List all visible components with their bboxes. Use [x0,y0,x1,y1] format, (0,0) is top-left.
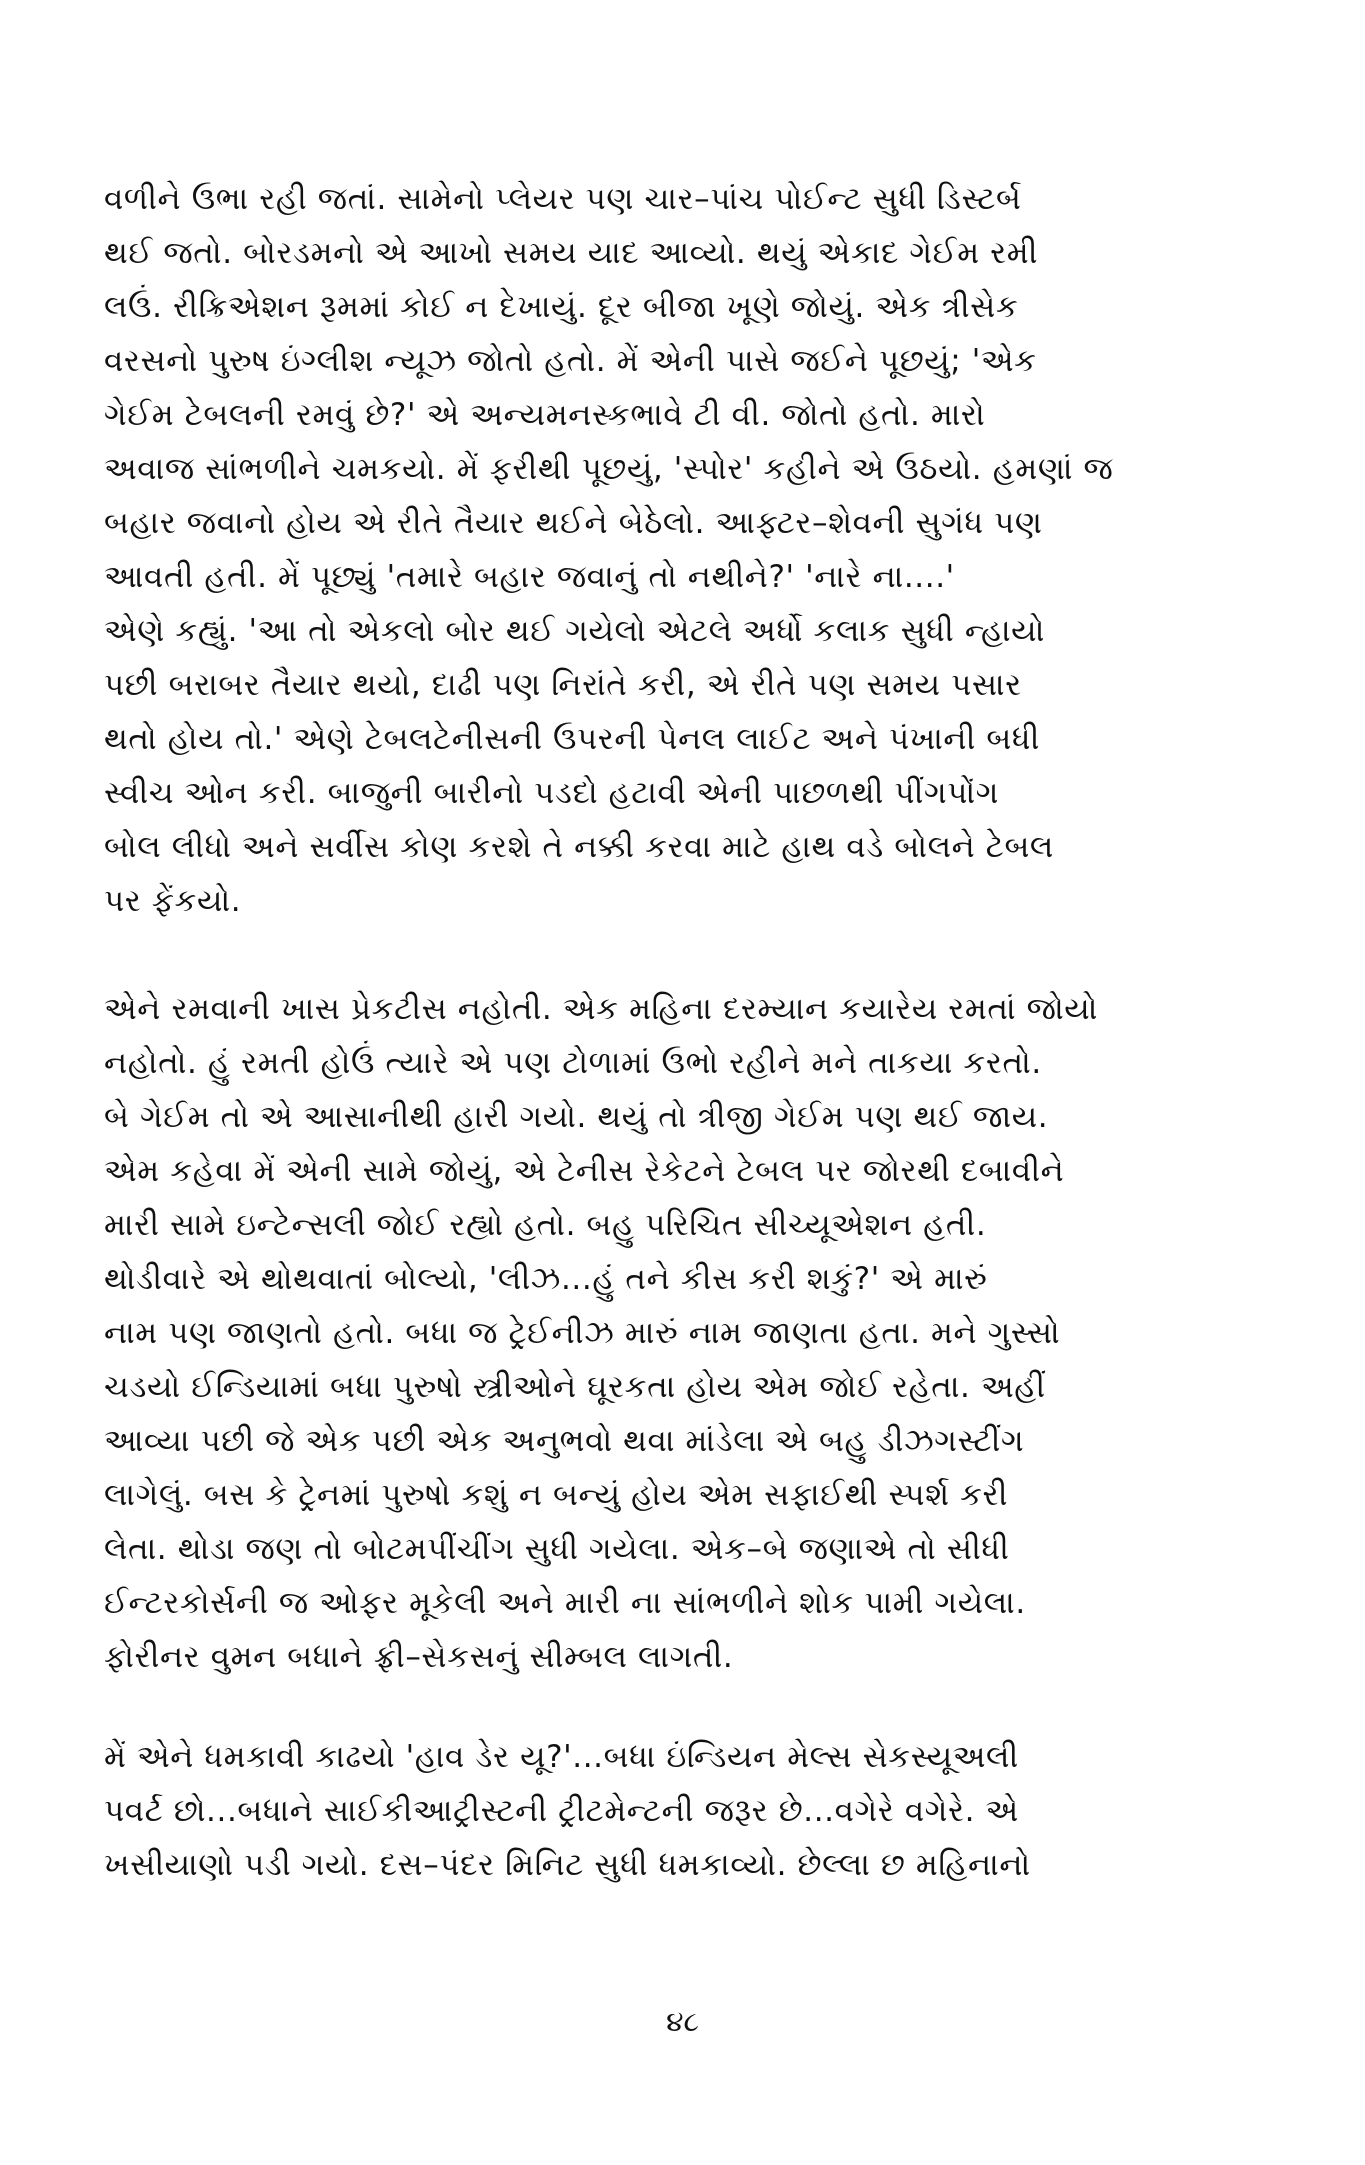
text-line: નામ પણ જાણતો હતો. બધા જ ટ્રેઈનીઝ મારું નામ જાણતા હતા. મને ગુસ્સો [104,1315,1061,1351]
text-line: વળીને ઉભા રહી જતાં. સામેનો પ્લેયર પણ ચાર–પાંચ પોઈન્ટ સુધી ડિસ્ટર્બ [104,181,1022,217]
text-line: પર ફેંકયો. [104,883,242,919]
text-line: લેતા. થોડા જણ તો બોટમપીંચીંગ સુધી ગયેલા. એક–બે જણાએ તો સીધી [104,1531,1010,1567]
text-line: આવ્યા પછી જે એક પછી એક અનુભવો થવા માંડેલા એ બહુ ડીઝગસ્ટીંગ [104,1423,1025,1459]
text-line: પછી બરાબર તૈયાર થયો, દાઢી પણ નિરાંતે કરી, એ રીતે પણ સમય પસાર [104,667,1022,703]
text-line: ફોરીનર વુમન બધાને ફ્રી–સેકસનું સીમ્બલ લાગતી. [104,1639,734,1675]
page-body [104,172,1254,1892]
text-line: આવતી હતી. મેં પૂછ્યું 'તમારે બહાર જવાનું તો નથીને?' 'નારે ના....' [104,559,955,595]
text-line: એને રમવાની ખાસ પ્રેકટીસ નહોતી. એક મહિના દરમ્યાન કયારેય રમતાં જોયો [104,991,1099,1027]
text-line: બે ગેઈમ તો એ આસાનીથી હારી ગયો. થયું તો ત્રીજી ગેઈમ પણ થઈ જાય. [104,1099,1049,1135]
text-line: લાગેલું. બસ કે ટ્રેનમાં પુરુષો કશું ન બન્યું હોય એમ સફાઈથી સ્પર્શ કરી [104,1477,1009,1513]
text-line: ગેઈમ ટેબલની રમવું છે?' એ અન્યમનસ્કભાવે ટી વી. જોતો હતો. મારો [104,397,986,433]
text-line: પવર્ટ છો...બધાને સાઈકીઆટ્રીસ્ટની ટ્રીટમેન્ટની જરૂર છે...વગેરે વગેરે. એ [104,1793,1019,1829]
text-line: ઈન્ટરકોર્સની જ ઓફર મૂકેલી અને મારી ના સાંભળીને શોક પામી ગયેલા. [104,1585,1026,1621]
paragraph-2 [104,982,1254,1684]
paragraph-1 [104,172,1254,928]
text-line: થતો હોય તો.' એણે ટેબલટેનીસની ઉપરની પેનલ લાઈટ અને પંખાની બધી [104,721,1040,757]
text-line: થોડીવારે એ થોથવાતાં બોલ્યો, 'લીઝ...હું તને કીસ કરી શકું?' એ મારું [104,1261,988,1297]
text-line: મારી સામે ઇન્ટેન્સલી જોઈ રહ્યો હતો. બહુ પરિચિત સીચ્યૂએશન હતી. [104,1207,987,1243]
text-line: વરસનો પુરુષ ઇંગ્લીશ ન્યૂઝ જોતો હતો. મેં એની પાસે જઈને પૂછયું; 'એક [104,343,1037,379]
text-line: એમ કહેવા મેં એની સામે જોયું, એ ટેનીસ રેકેટને ટેબલ પર જોરથી દબાવીને [104,1153,1065,1189]
text-line: લઉં. રીક્રિએશન રૂમમાં કોઈ ન દેખાયું. દૂર બીજા ખૂણે જોયું. એક ત્રીસેક [104,289,1019,325]
text-line: ખસીયાણો પડી ગયો. દસ–પંદર મિનિટ સુધી ધમકાવ્યો. છેલ્લા છ મહિનાનો [104,1847,1031,1883]
text-line: મેં એને ધમકાવી કાઢયો 'હાવ ડેર યૂ?'...બધા ઇંન્ડિયન મેલ્સ સેકસ્યૂઅલી [104,1739,1019,1775]
text-line: બહાર જવાનો હોય એ રીતે તૈયાર થઈને બેઠેલો. આફ્ટર–શેવની સુગંધ પણ [104,505,1043,541]
text-line: બોલ લીધો અને સર્વીસ કોણ કરશે તે નક્કી કરવા માટે હાથ વડે બોલને ટેબલ [104,829,1054,865]
text-line: થઈ જતો. બોરડમનો એ આખો સમય યાદ આવ્યો. થયું એકાદ ગેઈમ રમી [104,235,1039,271]
paragraph-3 [104,1730,1254,1892]
text-line: અવાજ સાંભળીને ચમકયો. મેં ફરીથી પૂછયું, 'સ્પોર' કહીને એ ઉઠયો. હમણાં જ [104,451,1114,487]
text-line: નહોતો. હું રમતી હોઉં ત્યારે એ પણ ટોળામાં ઉભો રહીને મને તાકયા કરતો. [104,1045,1042,1081]
page-number: ૪૮ [666,2005,699,2038]
text-line: ચડયો ઈન્ડિયામાં બધા પુરુષો સ્ત્રીઓને ઘૂરકતા હોય એમ જોઈ રહેતા. અહીં [104,1369,1046,1405]
text-line: સ્વીચ ઓન કરી. બાજુની બારીનો પડદો હટાવી એની પાછળથી પીંગપોંગ [104,775,999,811]
text-line: એણે કહ્યું. 'આ તો એકલો બોર થઈ ગયેલો એટલે અર્ધો કલાક સુધી ન્હાયો [104,613,1045,649]
